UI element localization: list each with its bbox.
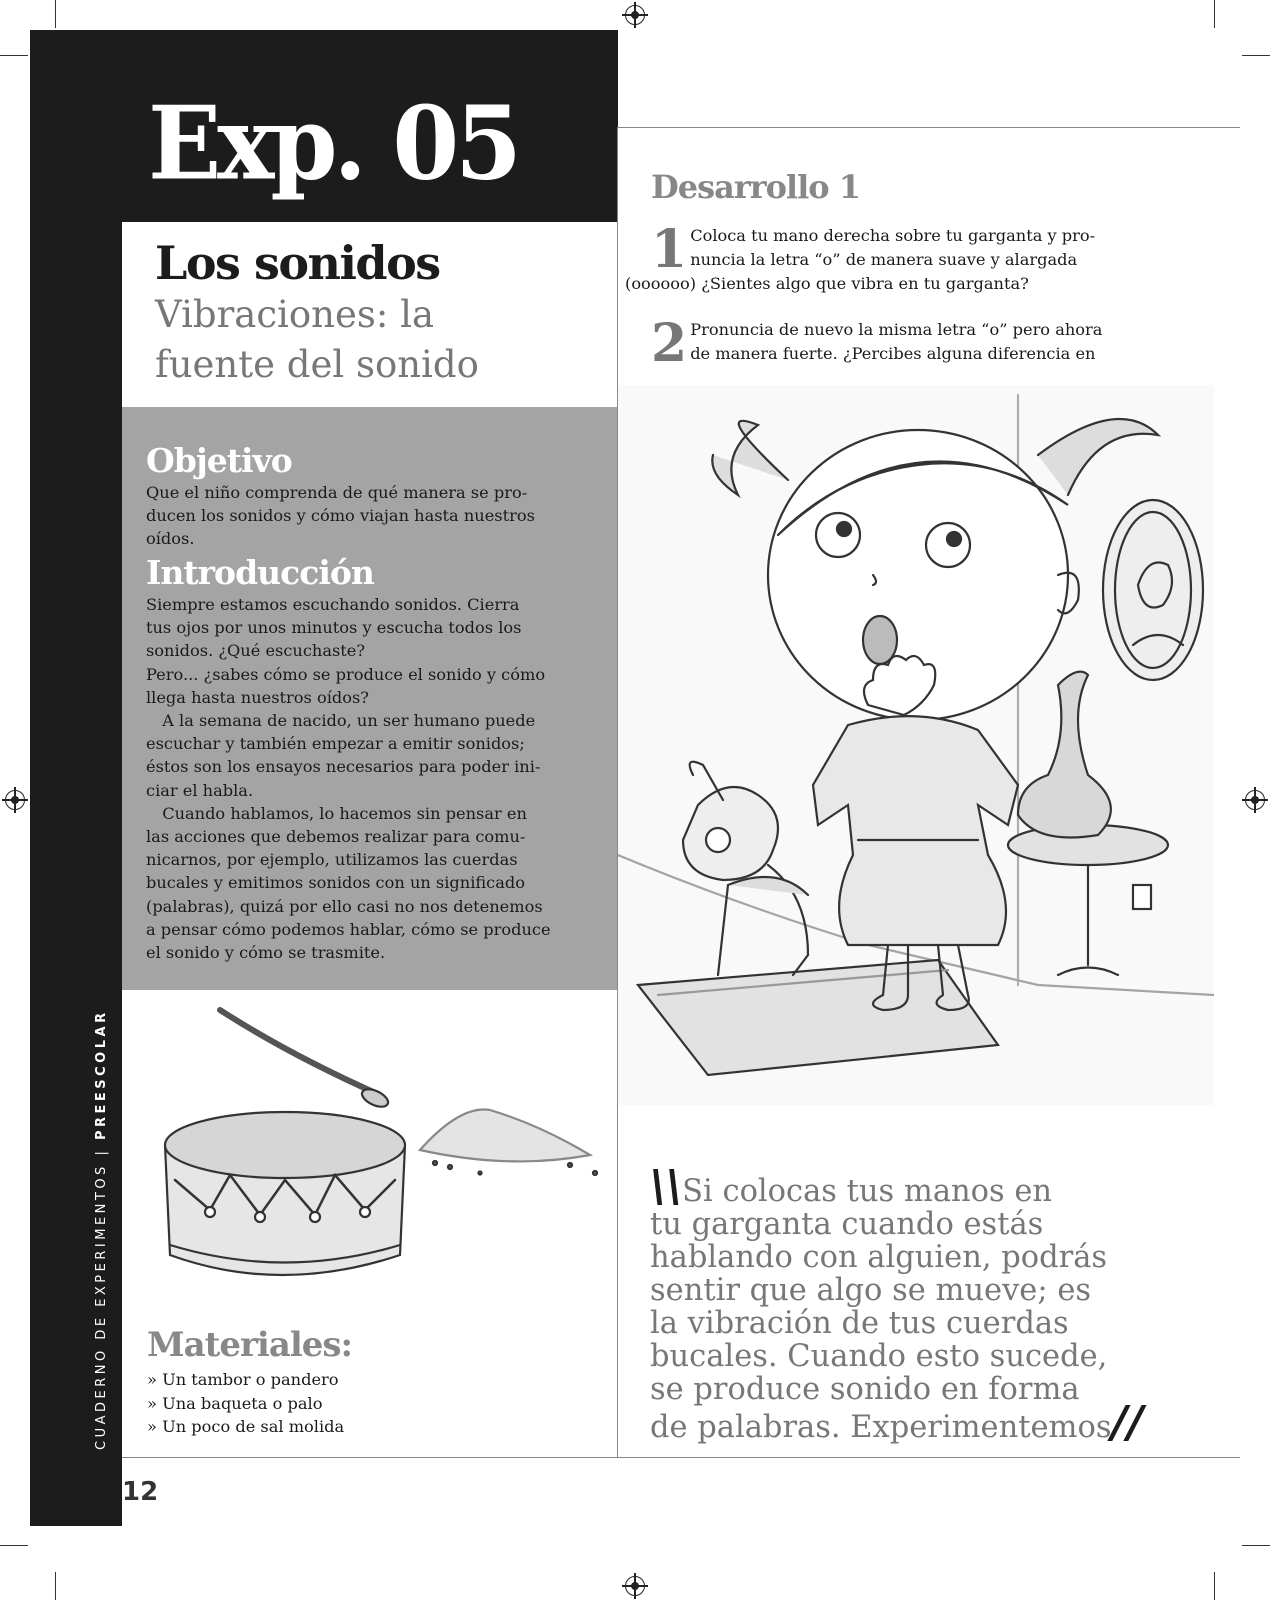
- materiales-title: Materiales:: [147, 1325, 353, 1365]
- list-item: » Una baqueta o palo: [147, 1392, 344, 1416]
- crop-mark: [1214, 0, 1215, 28]
- crop-mark: [55, 0, 56, 28]
- step-2: 2 Pronuncia de nuevo la misma letra “o” pero ahora de manera fuerte. ¿Percibes alguna diferencia en: [651, 313, 1103, 374]
- top-rule: [617, 127, 1240, 128]
- crop-mark: [1242, 1545, 1270, 1546]
- close-quote-icon: //: [1111, 1397, 1144, 1448]
- page-subtitle: Vibraciones: la fuente del sonido: [155, 293, 479, 386]
- experiment-number: Exp. 05: [148, 84, 518, 203]
- objetivo-title: Objetivo: [146, 441, 292, 480]
- crop-mark: [0, 55, 28, 56]
- page-title: Los sonidos: [155, 236, 440, 290]
- step-number: 2: [651, 313, 688, 374]
- list-item: » Un poco de sal molida: [147, 1415, 344, 1439]
- registration-mark-icon: [1245, 790, 1265, 810]
- crop-mark: [55, 1572, 56, 1600]
- step-1: 1 Coloca tu mano derecha sobre tu garganta y pro- nuncia la letra “o” de manera suave y alargada (oooooo) ¿Sientes algo que vibra en tu garganta?: [625, 219, 1096, 293]
- introduccion-text: Siempre estamos escuchando sonidos. Cierra tus ojos por unos minutos y escucha todos los sonidos. ¿Qué escuchaste? Pero... ¿sabes cómo se produce el sonido y cómo llega hasta nuestros oídos? A la semana de nacido, un ser humano puede escuchar y también empezar a emitir sonidos; éstos son los ensayos necesarios para poder ini- ciar el habla. Cuando hablamos, lo hacemos sin pensar en las acciones que debemos realizar para comu- nicarnos, por ejemplo, utilizamos las cuerdas bucales y emitimos sonidos con un significado (palabras), quizá por ello casi no nos detenemos a pensar cómo podemos hablar, cómo se produce el sonido y cómo se trasmite.: [146, 595, 551, 963]
- list-item: » Un tambor o pandero: [147, 1368, 344, 1392]
- crop-mark: [1214, 1572, 1215, 1600]
- girl-illustration: [618, 385, 1214, 1105]
- introduccion-title: Introducción: [146, 553, 374, 592]
- registration-mark-icon: [5, 790, 25, 810]
- page-number: 12: [122, 1477, 159, 1507]
- materiales-list: [147, 1368, 344, 1439]
- objetivo-text: Que el niño comprenda de qué manera se pro- ducen los sonidos y cómo viajan hasta nuestros oídos.: [146, 483, 535, 549]
- crop-mark: [0, 1545, 28, 1546]
- pull-quote: \\Si colocas tus manos en tu garganta cuando estás hablando con alguien, podrás sentir que algo se mueve; es la vibración de tus cuerdas bucales. Cuando esto sucede, se produce sonido en forma de palabras. Experimentemos//: [650, 1161, 1144, 1448]
- open-quote-icon: \\: [650, 1161, 683, 1212]
- registration-mark-icon: [625, 1576, 645, 1596]
- intro-panel: [122, 407, 618, 990]
- drum-illustration: [150, 995, 612, 1285]
- desarrollo-title: Desarrollo 1: [651, 168, 860, 206]
- bottom-rule: [122, 1457, 1240, 1458]
- sidebar-label: CUADERNO DE EXPERIMENTOS | PREESCOLAR: [94, 1009, 109, 1450]
- registration-mark-icon: [625, 5, 645, 25]
- crop-mark: [1242, 55, 1270, 56]
- step-number: 1: [651, 219, 688, 280]
